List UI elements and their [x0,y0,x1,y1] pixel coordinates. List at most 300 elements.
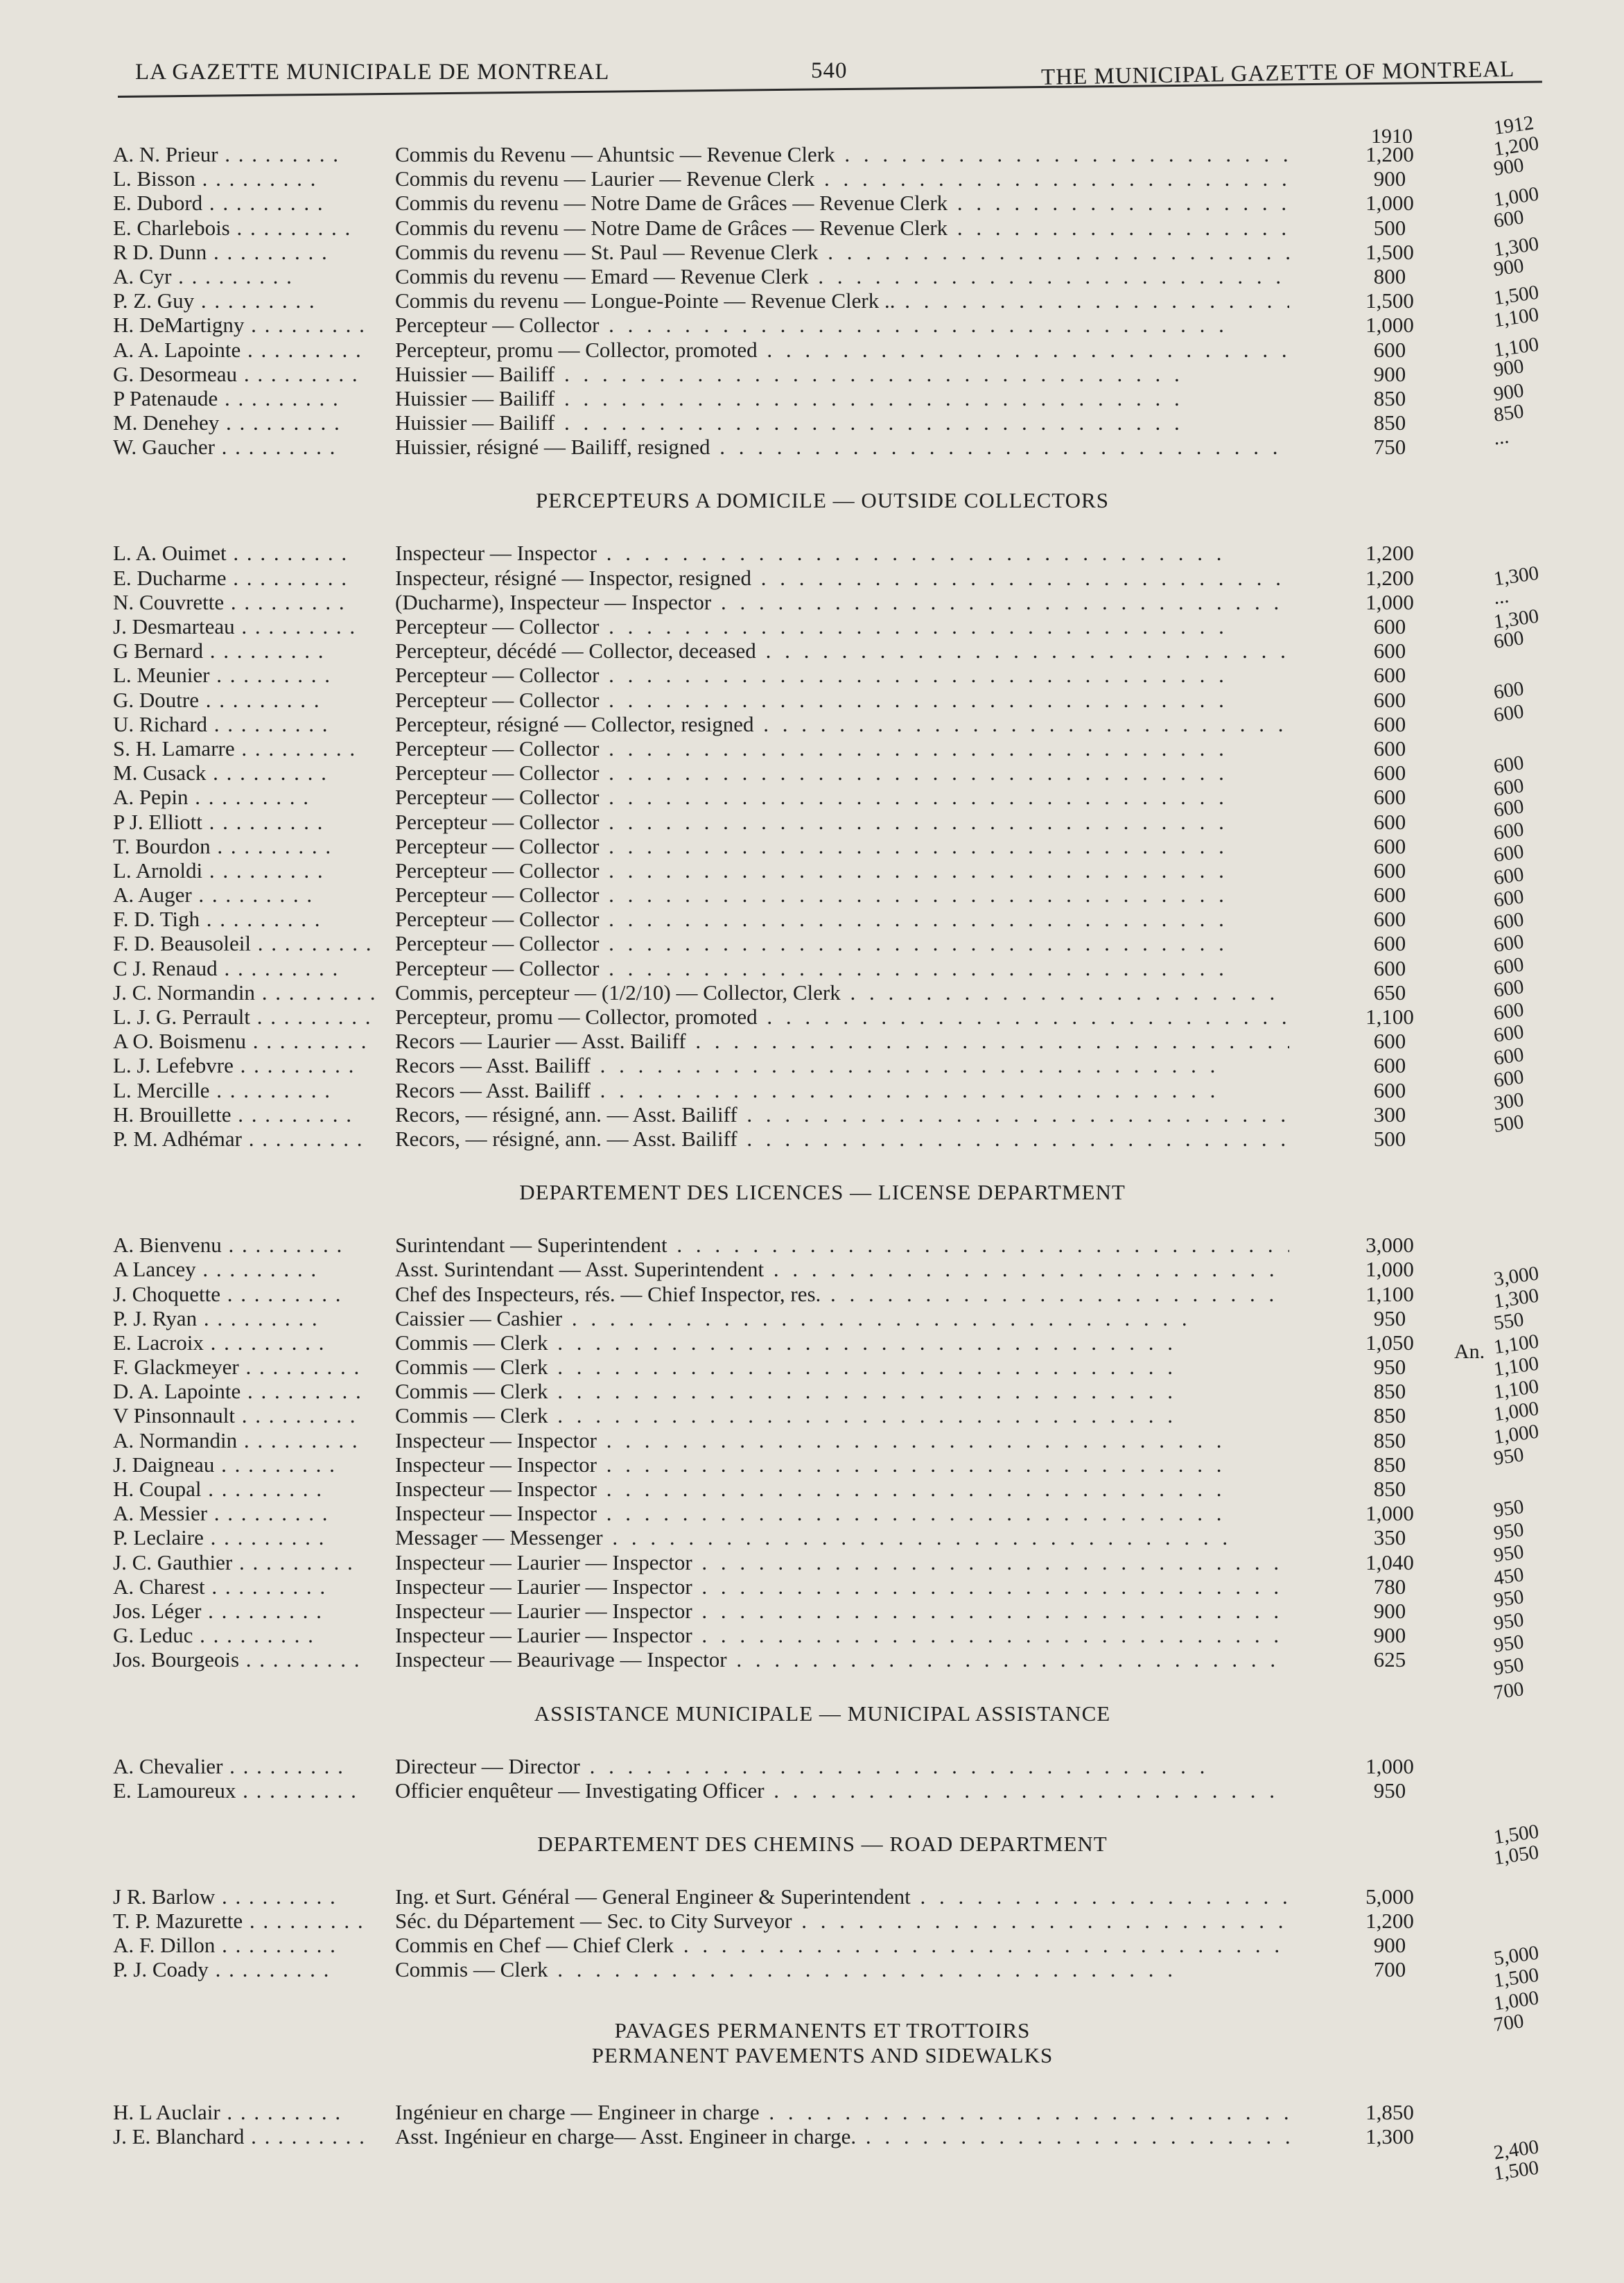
employee-name: A. Cyr . . [113,264,376,288]
employee-name: J. C. Normandin . . [113,980,376,1005]
salary-1910: 600 [1373,883,1406,908]
salary-1910: 1,100 [1365,1281,1414,1306]
salary-1912: 950 [1492,1608,1526,1635]
salary-1912: 500 [1492,1111,1526,1137]
salary-1912: 600 [1492,627,1526,653]
employee-name: F. D. Beausoleil . . [113,931,376,955]
salary-1912: 1,300 [1492,1284,1541,1313]
table-row [0,1525,1624,1550]
employee-name: P J. Elliott . . [113,810,376,834]
employee-name: C J. Renaud . . [113,956,376,980]
position-title: (Ducharme), Inspecteur — Inspector . . [395,590,1289,614]
salary-1910: 900 [1373,1598,1406,1623]
position-title: Directeur — Director . . [395,1754,1289,1778]
salary-1910: 850 [1373,1403,1406,1428]
table-row [0,1029,1624,1053]
position-title: Percepteur — Collector . . [395,663,1289,687]
employee-name: T. P. Mazurette . . [113,1909,376,1933]
position-title: Commis — Clerk . . [395,1403,1289,1427]
employee-name: J R. Barlow . . [113,1884,376,1909]
position-title: Percepteur, résigné — Collector, resigned . . [395,712,1289,736]
table-row [0,907,1624,931]
salary-1912: 1,000 [1492,182,1541,211]
table-row [0,1647,1624,1672]
position-title: Percepteur — Collector . . [395,907,1289,931]
table-row [0,338,1624,362]
employee-name: P. J. Ryan . . [113,1306,376,1330]
salary-1910: 650 [1373,980,1406,1005]
salary-1912: 600 [1492,1066,1526,1092]
position-title: Commis du revenu — Laurier — Revenue Clerk . . [395,166,1289,191]
salary-1912: 600 [1492,975,1526,1002]
position-title: Percepteur — Collector . . [395,810,1289,834]
salary-1912: ... [1492,425,1510,450]
employee-name: T. Bourdon . . [113,834,376,858]
position-title: Inspecteur — Inspector . . [395,1428,1289,1452]
salary-1912: 550 [1492,1308,1526,1335]
employee-name: V Pinsonnault . . [113,1403,376,1427]
salary-1910: 1,500 [1365,288,1414,313]
salary-1912: 1,100 [1492,1375,1541,1404]
position-title: Huissier, résigné — Bailiff, resigned . . [395,435,1289,459]
salary-1910: 750 [1373,435,1406,460]
position-title: Séc. du Département — Sec. to City Surveyor . . [395,1909,1289,1933]
salary-1912: 450 [1492,1563,1526,1590]
salary-1910: 300 [1373,1102,1406,1127]
table-row [0,834,1624,858]
table-row [0,386,1624,410]
salary-1910: 600 [1373,955,1406,980]
position-title: Recors, — résigné, ann. — Asst. Bailiff . . [395,1102,1289,1127]
position-title: Ingénieur en charge — Engineer in charge . . [395,2100,1289,2124]
salary-1912: 950 [1492,1586,1526,1612]
table-row [0,1403,1624,1427]
table-row [0,590,1624,614]
salary-1910: 850 [1373,410,1406,435]
salary-1910: 950 [1373,1305,1406,1330]
table-row [0,712,1624,736]
table-row [0,1306,1624,1330]
salary-1912: ... [1492,584,1510,609]
salary-1912: 600 [1492,930,1526,957]
salary-1912: 1,500 [1492,1820,1541,1849]
salary-1912: 1,000 [1492,1420,1541,1449]
salary-1912: 1,300 [1492,232,1541,261]
employee-name: Jos. Léger . . [113,1599,376,1623]
salary-1910: 600 [1373,833,1406,858]
position-title: Inspecteur — Beaurivage — Inspector . . [395,1647,1289,1672]
salary-1912: 1,500 [1492,281,1541,310]
salary-1910: 1,200 [1365,142,1414,166]
year-1910-heading: 1910 [1371,125,1413,148]
employee-name: G. Doutre . . [113,688,376,712]
position-title: Inspecteur — Inspector . . [395,1477,1289,1501]
handwritten-annotation: An. [1454,1340,1485,1363]
position-title: Commis — Clerk . . [395,1355,1289,1379]
salary-1910: 600 [1373,907,1406,932]
employee-name: L. J. Lefebvre . . [113,1053,376,1077]
salary-1912: 600 [1492,908,1526,935]
table-row [0,166,1624,191]
employee-name: M. Denehey . . [113,410,376,435]
position-title: Percepteur, décédé — Collector, deceased . . [395,639,1289,663]
position-title: Percepteur — Collector . . [395,883,1289,907]
employee-name: H. Coupal . . [113,1477,376,1501]
table-row [0,1257,1624,1281]
employee-name: P. Z. Guy . . [113,288,376,313]
employee-name: E. Charlebois . . [113,216,376,240]
salary-1912: 600 [1492,206,1526,232]
salary-1910: 600 [1373,663,1406,688]
employee-name: E. Ducharme . . [113,566,376,590]
employee-name: H. L Auclair . . [113,2100,376,2124]
position-title: Commis — Clerk . . [395,1330,1289,1355]
employee-name: L. Bisson . . [113,166,376,191]
table-row [0,2124,1624,2149]
position-title: Asst. Ingénieur en charge— Asst. Engineer in charge. . . [395,2124,1289,2149]
table-row [0,1452,1624,1477]
section-title [0,1672,1624,1754]
table-row [0,1379,1624,1403]
employee-name: A. Normandin . . [113,1428,376,1452]
table-row [0,980,1624,1005]
salary-1910: 1,000 [1365,1501,1414,1526]
employee-name: F. D. Tigh . . [113,907,376,931]
salary-1910: 850 [1373,1379,1406,1404]
section-title-text: DEPARTEMENT DES LICENCES — LICENSE DEPARTMENT [519,1180,1126,1205]
salary-1910: 600 [1373,1077,1406,1102]
position-title: Percepteur — Collector . . [395,614,1289,639]
salary-1912: 950 [1492,1631,1526,1657]
table-row [0,240,1624,264]
employee-name: A. Bienvenu . . [113,1233,376,1257]
employee-name: A. Messier . . [113,1501,376,1525]
position-title: Percepteur, promu — Collector, promoted . . [395,1005,1289,1029]
position-title: Percepteur — Collector . . [395,956,1289,980]
salary-1910: 600 [1373,614,1406,639]
table-row [0,1550,1624,1574]
salary-1912: 5,000 [1492,1941,1541,1970]
table-row [0,1957,1624,1981]
table-row [0,362,1624,386]
table-row [0,810,1624,834]
salary-1912: 600 [1492,1043,1526,1070]
section-title-text: ASSISTANCE MUNICIPALE — MUNICIPAL ASSISTANCE [534,1701,1111,1726]
salary-1912: 1,200 [1492,132,1541,161]
salary-1910: 1,850 [1365,2099,1414,2124]
employee-name: H. DeMartigny . . [113,313,376,337]
position-title: Asst. Surintendant — Asst. Superintendent . . [395,1257,1289,1281]
salary-1910: 900 [1373,361,1406,386]
salary-1912: 1,100 [1492,303,1541,332]
table-row [0,1233,1624,1257]
salary-1912: 600 [1492,885,1526,912]
employee-name: P. J. Coady . . [113,1957,376,1981]
salary-1912: 600 [1492,752,1526,778]
position-title: Chef des Inspecteurs, rés. — Chief Inspector, res. . . [395,1282,1289,1306]
salary-1912: 1,500 [1492,2156,1541,2185]
employee-name: L. J. G. Perrault . . [113,1005,376,1029]
position-title: Percepteur — Collector . . [395,931,1289,955]
salary-1910: 1,000 [1365,313,1414,338]
position-title: Inspecteur — Laurier — Inspector . . [395,1574,1289,1599]
position-title: Percepteur — Collector . . [395,834,1289,858]
salary-1912: 900 [1492,355,1526,381]
position-title: Huissier — Bailiff . . [395,386,1289,410]
salary-1912: 900 [1492,254,1526,281]
employee-name: E. Dubord . . [113,191,376,215]
salary-1912: 600 [1492,818,1526,844]
position-title: Commis du revenu — Longue-Pointe — Revenue Clerk .. . . [395,288,1289,313]
employee-name: J. C. Gauthier . . [113,1550,376,1574]
position-title: Caissier — Cashier . . [395,1306,1289,1330]
salary-1912: 1,500 [1492,1963,1541,1993]
salary-1912: 3,000 [1492,1262,1541,1291]
employee-name: J. Desmarteau . . [113,614,376,639]
header-left-title: LA GAZETTE MUNICIPALE DE MONTREAL [135,60,610,85]
table-row [0,688,1624,712]
table-row [0,1778,1624,1803]
salary-1912: 300 [1492,1088,1526,1115]
employee-name: G. Desormeau . . [113,362,376,386]
salary-1910: 1,200 [1365,541,1414,566]
salary-1910: 900 [1373,166,1406,191]
salary-1910: 600 [1373,785,1406,810]
table-row [0,1933,1624,1957]
section-title-text: PERCEPTEURS A DOMICILE — OUTSIDE COLLECTORS [536,488,1109,513]
salary-1912: 2,400 [1492,2135,1541,2164]
header-right-title: THE MUNICIPAL GAZETTE OF MONTREAL [1040,57,1515,90]
employee-name: J. Choquette . . [113,1282,376,1306]
employee-name: P. Leclaire . . [113,1525,376,1550]
employee-name: L. Meunier . . [113,663,376,687]
table-row [0,216,1624,240]
employee-name: G. Leduc . . [113,1623,376,1647]
position-title: Percepteur — Collector . . [395,688,1289,712]
section-title-text: PAVAGES PERMANENTS ET TROTTOIRS [614,2017,1031,2042]
salary-1910: 500 [1373,1126,1406,1151]
position-title: Recors — Asst. Bailiff . . [395,1078,1289,1102]
salary-1910: 5,000 [1365,1884,1414,1909]
salary-1910: 1,000 [1365,1753,1414,1778]
position-title: Commis — Clerk . . [395,1379,1289,1403]
salary-1910: 1,500 [1365,239,1414,264]
position-title: Messager — Messenger . . [395,1525,1289,1550]
salary-1912: 1,100 [1492,1352,1541,1381]
salary-1912: 900 [1492,154,1526,180]
section-title [0,1982,1624,2100]
salary-1910: 600 [1373,1053,1406,1078]
salary-1910: 950 [1373,1355,1406,1380]
table-row [0,1053,1624,1077]
position-title: Commis du Revenu — Ahuntsic — Revenue Clerk . . [395,142,1289,166]
table-row [0,883,1624,907]
table-row [0,2100,1624,2124]
employee-name: A. N. Prieur . . [113,142,376,166]
salary-1910: 600 [1373,337,1406,362]
table-row [0,1909,1624,1933]
page-number: 540 [811,58,848,83]
table-row [0,1884,1624,1909]
employee-name: A. A. Lapointe . . [113,338,376,362]
salary-1912: 1,050 [1492,1841,1541,1870]
employee-name: Jos. Bourgeois . . [113,1647,376,1672]
table-row [0,1005,1624,1029]
salary-1910: 850 [1373,1452,1406,1477]
section-title [0,1151,1624,1233]
position-title: Inspecteur — Inspector . . [395,541,1289,565]
salary-1910: 1,040 [1365,1550,1414,1574]
employee-name: P. M. Adhémar . . [113,1127,376,1151]
position-title: Inspecteur — Laurier — Inspector . . [395,1550,1289,1574]
table-row [0,1330,1624,1355]
employee-name: U. Richard . . [113,712,376,736]
position-title: Commis du revenu — Emard — Revenue Clerk . . [395,264,1289,288]
salary-1910: 1,000 [1365,589,1414,614]
employee-name: E. Lamoureux . . [113,1778,376,1803]
employee-name: A. F. Dillon . . [113,1933,376,1957]
salary-1912: 600 [1492,795,1526,822]
table-row [0,435,1624,459]
salary-1910: 950 [1373,1778,1406,1803]
table-row [0,1282,1624,1306]
position-title: Percepteur — Collector . . [395,761,1289,785]
salary-1910: 600 [1373,761,1406,785]
employee-name: D. A. Lapointe . . [113,1379,376,1403]
position-title: Commis, percepteur — (1/2/10) — Collector, Clerk . . [395,980,1289,1005]
position-title: Percepteur — Collector . . [395,858,1289,883]
salary-1912: 700 [1492,1678,1526,1704]
salary-1910: 850 [1373,1427,1406,1452]
table-row [0,931,1624,955]
salary-1910: 600 [1373,639,1406,663]
table-row [0,288,1624,313]
table-row [0,410,1624,435]
table-row [0,541,1624,565]
salary-1910: 780 [1373,1574,1406,1599]
section-title-text: DEPARTEMENT DES CHEMINS — ROAD DEPARTMENT [537,1831,1108,1856]
employee-name: A. Charest . . [113,1574,376,1599]
position-title: Inspecteur — Inspector . . [395,1501,1289,1525]
table-row [0,1754,1624,1778]
table-row [0,1574,1624,1599]
salary-1912: 850 [1492,400,1526,426]
salary-1912: 1,300 [1492,562,1541,591]
salary-1910: 1,200 [1365,565,1414,590]
salary-1912: 600 [1492,863,1526,889]
salary-1910: 600 [1373,736,1406,761]
table-row [0,1599,1624,1623]
table-row [0,1623,1624,1647]
salary-1912: 1,100 [1492,333,1541,362]
salary-list [0,118,1624,2149]
employee-name: L. Arnoldi . . [113,858,376,883]
salary-1910: 1,100 [1365,1005,1414,1029]
employee-name: L. A. Ouimet . . [113,541,376,565]
position-title: Officier enquêteur — Investigating Officer . . [395,1778,1289,1803]
table-row [0,1078,1624,1102]
salary-1910: 600 [1373,931,1406,956]
employee-name: J. E. Blanchard . . [113,2124,376,2149]
employee-name: G Bernard . . [113,639,376,663]
employee-name: L. Mercille . . [113,1078,376,1102]
salary-1910: 625 [1373,1647,1406,1672]
table-row [0,736,1624,761]
table-row [0,142,1624,166]
salary-1912: 950 [1492,1443,1526,1470]
salary-1912: 600 [1492,1021,1526,1047]
employee-name: W. Gaucher . . [113,435,376,459]
employee-name: N. Couvrette . . [113,590,376,614]
employee-name: R D. Dunn . . [113,240,376,264]
salary-1910: 3,000 [1365,1233,1414,1258]
section-title-text-2: PERMANENT PAVEMENTS AND SIDEWALKS [591,2042,1054,2067]
employee-name: A. Auger . . [113,883,376,907]
salary-1912: 950 [1492,1495,1526,1522]
position-title: Ing. et Surt. Général — General Engineer & Superintendent . . [395,1884,1289,1909]
table-row [0,858,1624,883]
position-title: Recors — Laurier — Asst. Bailiff . . [395,1029,1289,1053]
position-title: Percepteur — Collector . . [395,313,1289,337]
employee-name: A Lancey . . [113,1257,376,1281]
salary-1910: 1,050 [1365,1330,1414,1355]
position-title: Huissier — Bailiff . . [395,410,1289,435]
year-1912-heading: 1912 [1492,112,1535,139]
salary-1912: 600 [1492,998,1526,1025]
table-row [0,1127,1624,1151]
salary-1912: 950 [1492,1653,1526,1680]
salary-1910: 900 [1373,1933,1406,1958]
employee-name: P Patenaude . . [113,386,376,410]
salary-1910: 800 [1373,263,1406,288]
position-title: Commis du revenu — Notre Dame de Grâces — Revenue Clerk . . [395,216,1289,240]
table-row [0,614,1624,639]
position-title: Inspecteur — Laurier — Inspector . . [395,1623,1289,1647]
position-title: Recors, — résigné, ann. — Asst. Bailiff . . [395,1127,1289,1151]
position-title: Commis en Chef — Chief Clerk . . [395,1933,1289,1957]
salary-1912: 950 [1492,1518,1526,1545]
salary-1912: 950 [1492,1540,1526,1567]
employee-name: A. Chevalier . . [113,1754,376,1778]
table-row [0,1477,1624,1501]
salary-1912: 1,100 [1492,1330,1541,1359]
employee-name: M. Cusack . . [113,761,376,785]
salary-1912: 900 [1492,379,1526,406]
salary-1912: 1,000 [1492,1986,1541,2015]
salary-1910: 1,000 [1365,1257,1414,1282]
salary-1910: 600 [1373,687,1406,712]
salary-1910: 1,200 [1365,1909,1414,1934]
salary-1912: 700 [1492,2010,1526,2036]
table-row [0,956,1624,980]
position-title: Percepteur, promu — Collector, promoted . . [395,338,1289,362]
salary-1910: 600 [1373,1029,1406,1054]
position-title: Commis du revenu — St. Paul — Revenue Clerk . . [395,240,1289,264]
salary-1910: 1,300 [1365,2124,1414,2149]
position-title: Commis du revenu — Notre Dame de Grâces — Revenue Clerk . . [395,191,1289,215]
salary-1910: 850 [1373,1477,1406,1501]
employee-name: A. Pepin . . [113,785,376,809]
position-title: Percepteur — Collector . . [395,785,1289,809]
salary-1910: 850 [1373,385,1406,410]
employee-name: S. H. Lamarre . . [113,736,376,761]
position-title: Inspecteur — Laurier — Inspector . . [395,1599,1289,1623]
table-row [0,191,1624,215]
position-title: Commis — Clerk . . [395,1957,1289,1981]
table-row [0,1355,1624,1379]
salary-1912: 600 [1492,677,1526,704]
table-row [0,566,1624,590]
